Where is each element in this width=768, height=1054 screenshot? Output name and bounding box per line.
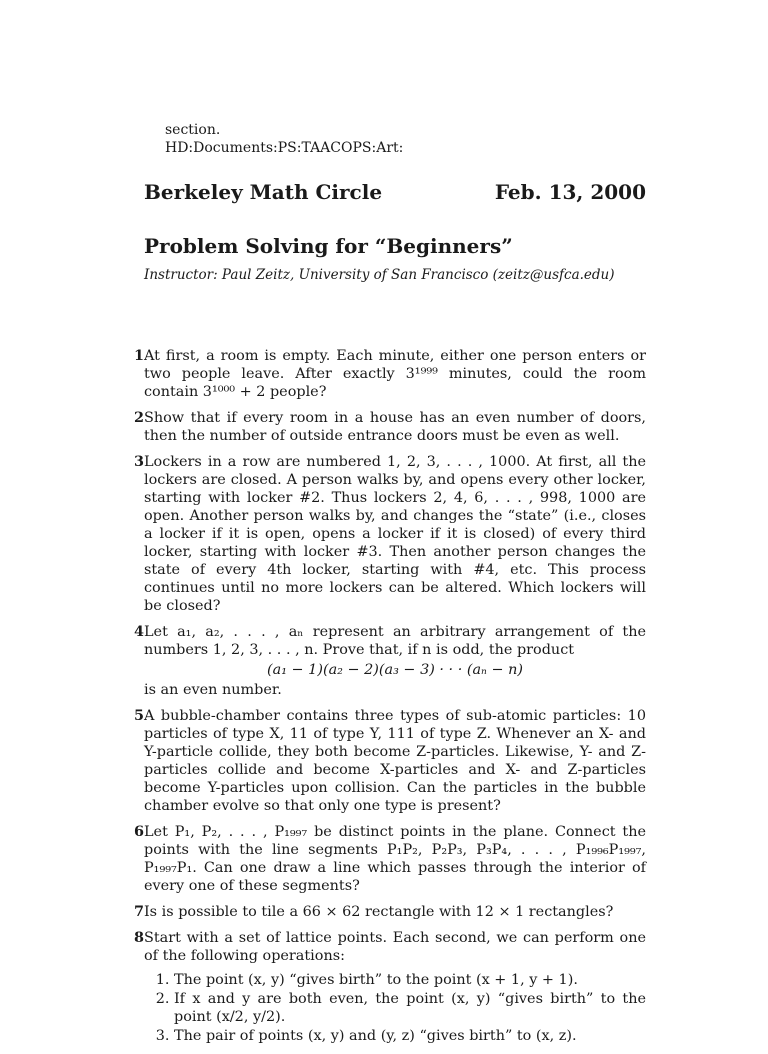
problem-text: Is is possible to tile a 66 × 62 rectangle with 12 × 1 rectangles?	[144, 904, 614, 920]
problem-number: 7	[133, 903, 144, 920]
problem-number: 5	[133, 707, 144, 724]
problem-text: Lockers in a row are numbered 1, 2, 3, . . . , 1000. At first, all the lockers are closed. A person walks by, and opens every other locker, starting with locker #2. Thus lockers 2, 4, 6, . . . , 998, 1000 are open. Another person walks by, and changes the “state” (i.e., closes a locker if it is open, opens a locker if it is closed) of every third locker, starting with locker #3. Then another person changes the state of every 4th locker, starting with #4, etc. This process continues until no more lockers can be altered. Which lockers will be closed?	[144, 454, 646, 614]
problem-number: 2	[133, 409, 144, 426]
operation-item: 1. The point (x, y) “gives birth” to the point (x + 1, y + 1).	[174, 971, 646, 989]
problem-2	[120, 409, 646, 445]
problem-text: Let a₁, a₂, . . . , aₙ represent an arbitrary arrangement of the numbers 1, 2, 3, . . . , n. Prove that, if n is odd, the product	[144, 624, 646, 658]
title-row	[144, 180, 646, 204]
problem-text: At first, a room is empty. Each minute, either one person enters or two people leave. After exactly 3¹⁹⁹⁹ minutes, could the room contain 3¹⁰⁰⁰ + 2 people?	[144, 348, 646, 400]
problem-3	[120, 453, 646, 615]
problem-4	[120, 623, 646, 699]
problem-number: 6	[133, 823, 144, 840]
title-date: Feb. 13, 2000	[494, 180, 646, 204]
problem-number: 8	[133, 929, 144, 946]
problem-7	[120, 903, 646, 921]
problem-text: Let P₁, P₂, . . . , P₁₉₉₇ be distinct points in the plane. Connect the points with the line segments P₁P₂, P₂P₃, P₃P₄, . . . , P₁₉₉₆P₁₉₉₇, P₁₉₉₇P₁. Can one draw a line which passes through the interior of every one of these segments?	[144, 824, 646, 894]
header-line-1: section.	[165, 122, 221, 138]
problem-6	[120, 823, 646, 895]
product-formula: (a₁ − 1)(a₂ − 2)(a₃ − 3) · · · (aₙ − n)	[267, 662, 523, 678]
problem-list	[120, 347, 646, 1054]
problem-text: A bubble-chamber contains three types of sub-atomic particles: 10 particles of type X, 11 of type Y, 111 of type Z. Whenever an X- and Y-particle collide, they both become Z-particles. Likewise, Y- and Z- particles collide and become X-particles and X- and Z-particles become Y-particles upon collision. Can the particles in the bubble chamber evolve so that only one type is present?	[144, 708, 646, 814]
instructor-line: Instructor: Paul Zeitz, University of San Francisco (zeitz@usfca.edu)	[144, 267, 615, 283]
operation-item: 2. If x and y are both even, the point (x, y) “gives birth” to the point (x/2, y/2).	[174, 990, 646, 1026]
problem-number: 3	[133, 453, 144, 470]
problem-number: 1	[133, 347, 144, 364]
operation-item: 3. The pair of points (x, y) and (y, z) “gives birth” to (x, z).	[174, 1027, 646, 1045]
header-note	[165, 121, 403, 157]
problem-number: 4	[133, 623, 144, 640]
document-title: Problem Solving for “Beginners”	[144, 234, 513, 258]
problem-8	[120, 929, 646, 1046]
problem-text: Show that if every room in a house has an even number of doors, then the number of outside entrance doors must be even as well.	[144, 410, 646, 444]
problem-5	[120, 707, 646, 815]
header-line-2: HD:Documents:PS:TAACOPS:Art:	[165, 140, 404, 156]
problem-1	[120, 347, 646, 401]
operation-list	[144, 971, 646, 1045]
problem-text: Start with a set of lattice points. Each second, we can perform one of the following operations:	[144, 930, 646, 964]
title-left: Berkeley Math Circle	[144, 180, 383, 204]
problem-text-after: is an even number.	[144, 682, 282, 698]
